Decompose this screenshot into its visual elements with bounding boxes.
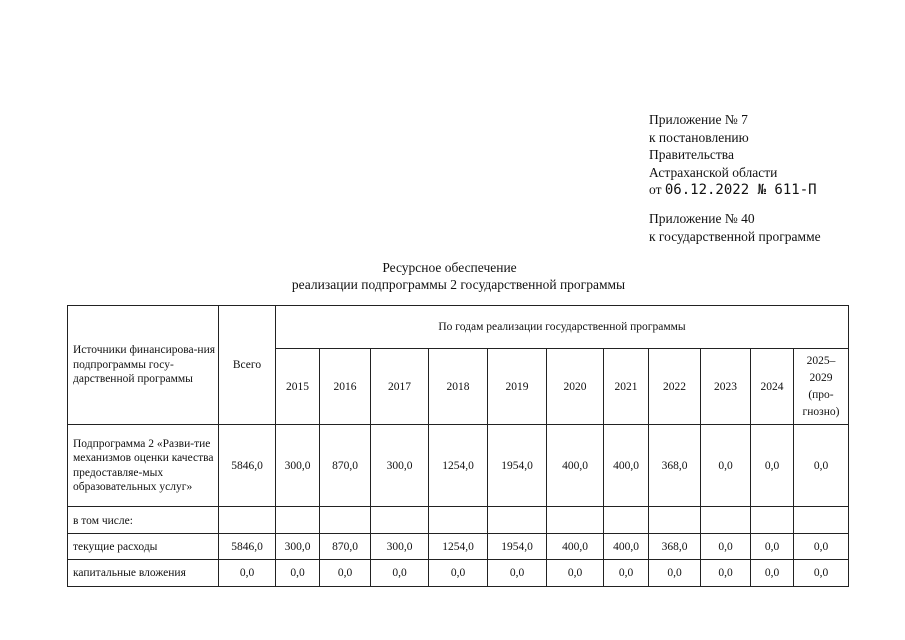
cell bbox=[701, 507, 751, 534]
appendix-7-block bbox=[649, 111, 817, 200]
table-row bbox=[68, 560, 849, 587]
year-header: 2019 bbox=[488, 349, 547, 425]
cell: 368,0 bbox=[649, 534, 701, 560]
cell: 0,0 bbox=[488, 560, 547, 587]
appendix-7-title: Приложение № 7 bbox=[649, 112, 748, 127]
cell bbox=[794, 507, 849, 534]
cell: 0,0 bbox=[320, 560, 371, 587]
cell: 0,0 bbox=[429, 560, 488, 587]
cell: 0,0 bbox=[794, 425, 849, 507]
cell: 300,0 bbox=[276, 425, 320, 507]
cell: 0,0 bbox=[649, 560, 701, 587]
cell: 0,0 bbox=[371, 560, 429, 587]
source-column-header: Источники финансирова-ния подпрограммы госу-дарственной программы bbox=[68, 306, 219, 425]
year-header: 2022 bbox=[649, 349, 701, 425]
cell: 870,0 bbox=[320, 534, 371, 560]
cell: 400,0 bbox=[604, 534, 649, 560]
total-column-header: Всего bbox=[219, 306, 276, 425]
year-header: 2020 bbox=[547, 349, 604, 425]
row-total: 5846,0 bbox=[219, 425, 276, 507]
cell: 368,0 bbox=[649, 425, 701, 507]
appendix-7-line2: к постановлению bbox=[649, 129, 749, 145]
cell bbox=[429, 507, 488, 534]
cell: 0,0 bbox=[547, 560, 604, 587]
row-total: 5846,0 bbox=[219, 534, 276, 560]
cell bbox=[276, 507, 320, 534]
cell: 0,0 bbox=[701, 560, 751, 587]
cell: 300,0 bbox=[276, 534, 320, 560]
cell: 0,0 bbox=[751, 534, 794, 560]
appendix-40-title: Приложение № 40 bbox=[649, 211, 755, 226]
table-row bbox=[68, 507, 849, 534]
cell: 400,0 bbox=[604, 425, 649, 507]
resource-table bbox=[67, 305, 849, 587]
cell: 300,0 bbox=[371, 425, 429, 507]
appendix-7-line4: Астраханской области bbox=[649, 164, 778, 180]
row-label: Подпрограмма 2 «Разви-тие механизмов оценки качества предоставляе-мых образовательных услуг» bbox=[68, 425, 219, 507]
year-header: 2023 bbox=[701, 349, 751, 425]
cell: 1254,0 bbox=[429, 534, 488, 560]
cell: 0,0 bbox=[701, 534, 751, 560]
appendix-40-line2: к государственной программе bbox=[649, 228, 821, 244]
row-label: капитальные вложения bbox=[68, 560, 219, 587]
year-header: 2018 bbox=[429, 349, 488, 425]
cell: 0,0 bbox=[701, 425, 751, 507]
cell bbox=[320, 507, 371, 534]
header-row-1 bbox=[68, 306, 849, 349]
document-title-line1: Ресурсное обеспечение bbox=[382, 260, 517, 275]
cell: 400,0 bbox=[547, 534, 604, 560]
year-header: 2021 bbox=[604, 349, 649, 425]
cell: 1254,0 bbox=[429, 425, 488, 507]
table-row bbox=[68, 534, 849, 560]
document-title-line2: реализации подпрограммы 2 государственной программы bbox=[291, 277, 626, 292]
cell bbox=[371, 507, 429, 534]
date-stamp: 06.12.2022 № 611-П bbox=[664, 182, 817, 198]
year-header: 2015 bbox=[276, 349, 320, 425]
year-header: 2017 bbox=[371, 349, 429, 425]
cell: 0,0 bbox=[794, 534, 849, 560]
cell: 0,0 bbox=[276, 560, 320, 587]
row-total: 0,0 bbox=[219, 560, 276, 587]
cell: 0,0 bbox=[751, 425, 794, 507]
appendix-7-line3: Правительства bbox=[649, 147, 734, 162]
appendix-7-date-line bbox=[649, 181, 817, 200]
cell bbox=[547, 507, 604, 534]
cell bbox=[751, 507, 794, 534]
cell: 870,0 bbox=[320, 425, 371, 507]
appendix-40-block bbox=[649, 210, 821, 245]
table-row bbox=[68, 425, 849, 507]
year-header: 2024 bbox=[751, 349, 794, 425]
row-label: текущие расходы bbox=[68, 534, 219, 560]
cell bbox=[488, 507, 547, 534]
row-total bbox=[219, 507, 276, 534]
cell bbox=[604, 507, 649, 534]
years-group-header: По годам реализации государственной программы bbox=[276, 306, 849, 349]
cell: 1954,0 bbox=[488, 425, 547, 507]
date-prefix: от bbox=[649, 182, 662, 197]
cell: 0,0 bbox=[794, 560, 849, 587]
cell: 1954,0 bbox=[488, 534, 547, 560]
cell bbox=[649, 507, 701, 534]
cell: 0,0 bbox=[751, 560, 794, 587]
year-header-forecast: 2025–2029 (про-гнозно) bbox=[794, 349, 849, 425]
row-label: в том числе: bbox=[68, 507, 219, 534]
cell: 300,0 bbox=[371, 534, 429, 560]
year-header: 2016 bbox=[320, 349, 371, 425]
cell: 400,0 bbox=[547, 425, 604, 507]
cell: 0,0 bbox=[604, 560, 649, 587]
